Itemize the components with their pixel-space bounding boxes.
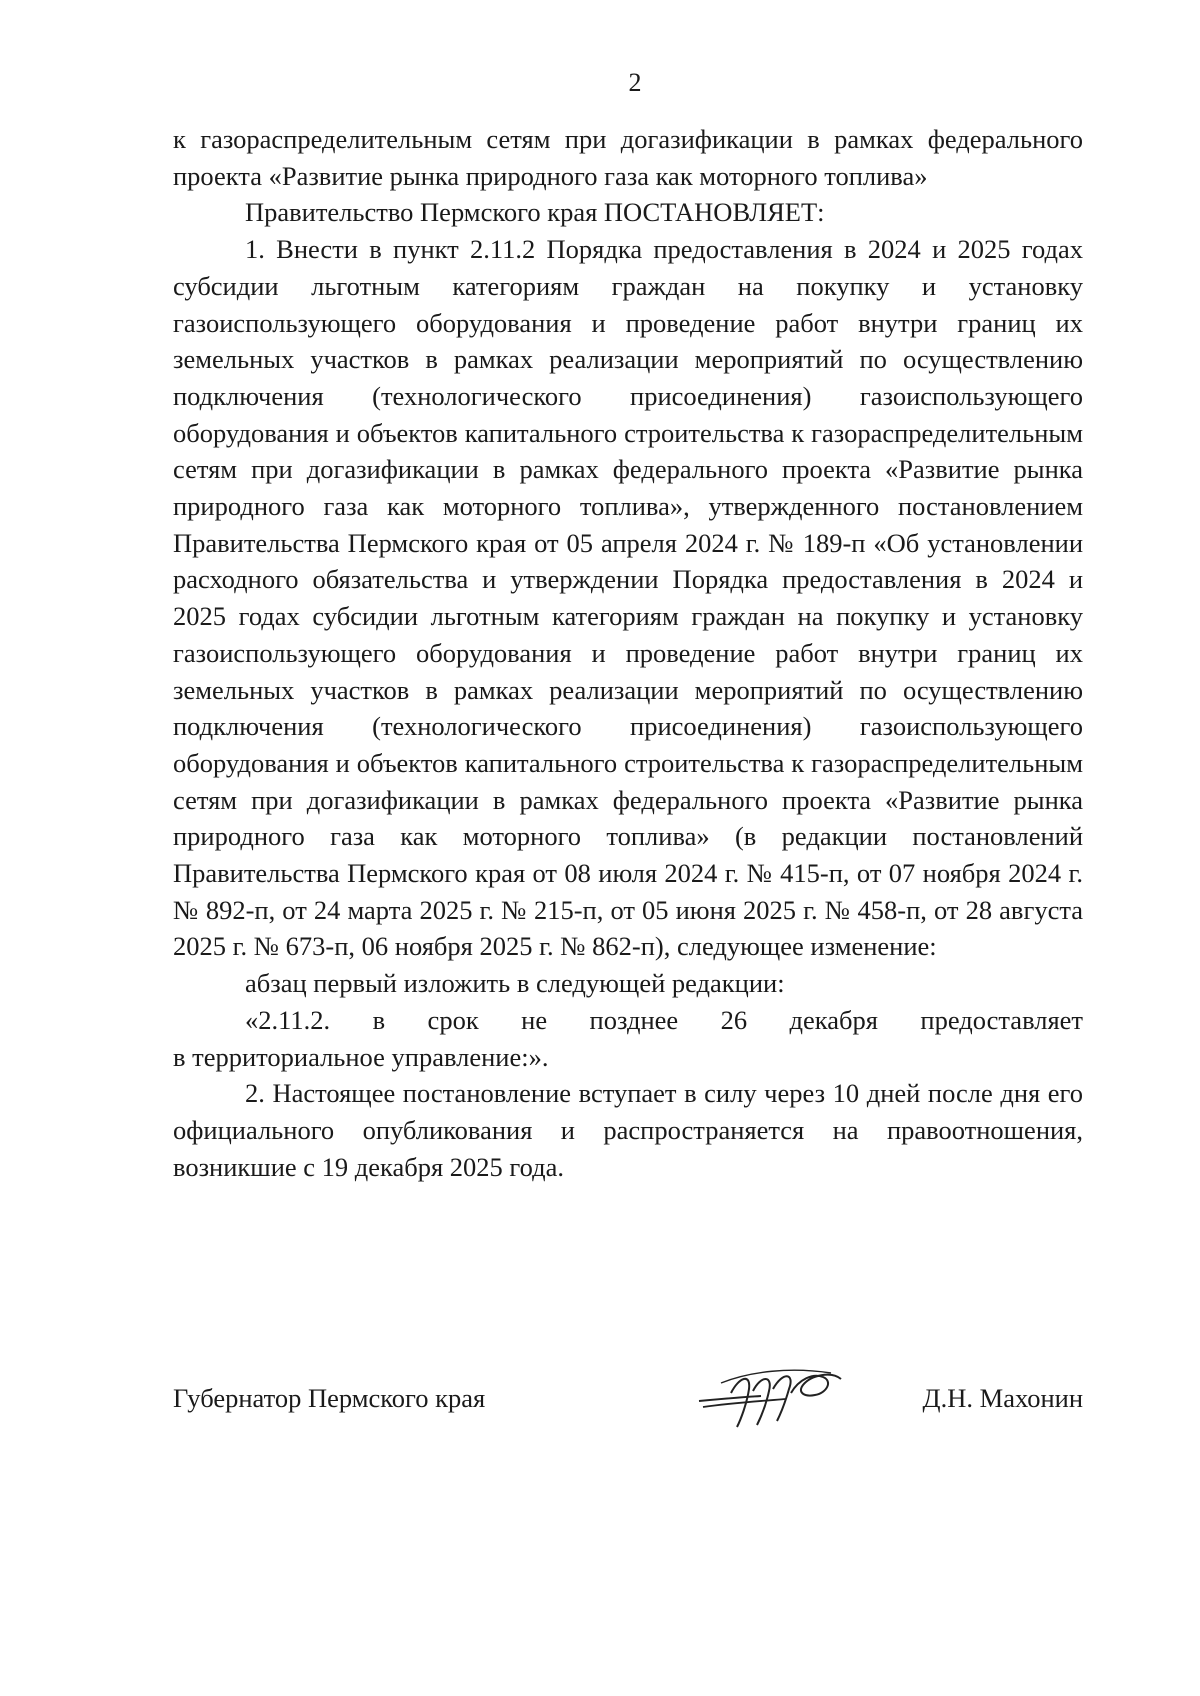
amendment-paragraph: абзац первый изложить в следующей редакции: — [245, 968, 785, 999]
signatory-position: Губернатор Пермского края — [173, 1383, 486, 1413]
document-body — [173, 121, 1083, 1185]
handwritten-signature — [691, 1363, 851, 1433]
signature-block — [173, 1383, 1083, 1443]
quote-line-2: в территориальное управление:». — [173, 1041, 549, 1072]
item-1-paragraph: 1. Внести в пункт 2.11.2 Порядка предоставления в 2024 и 2025 годах субсидии льготным категориям граждан на покупку и установку газоиспользующего оборудования и проведение работ внутри границ их земельных участков в рамках реализации мероприятий по осуществлению подключения (технологического присоединения) газоиспользующего оборудования и объектов капитального строительства к газораспределительным сетям при догазификации в рамках федерального проекта «Развитие рынка природного газа как моторного топлива», утвержденного постановлением Правительства Пермского края от 05 апреля 2024 г. № 189-п «Об установлении расходного обязательства и утверждении Порядка предоставления в 2024 и 2025 годах субсидии льготным категориям граждан на покупку и установку газоиспользующего оборудования и проведение работ внутри границ их земельных участков в рамках реализации мероприятий по осуществлению подключения (технологического присоединения) газоиспользующего оборудования и объектов капитального строительства к газораспределительным сетям при догазификации в рамках федерального проекта «Развитие рынка природного газа как моторного топлива» (в редакции постановлений Правительства Пермского края от 08 июля 2024 г. № 415-п, от 07 ноября 2024 г. № 892-п, от 24 марта 2025 г. № 215-п, от 05 июня 2025 г. № 458-п, от 28 августа 2025 г. № 673-п, 06 ноября 2025 г. № 862-п), следующее изменение: — [173, 234, 1083, 962]
signatory-name: Д.Н. Махонин — [922, 1383, 1083, 1413]
quote-line-1: «2.11.2. в срок не позднее 26 декабря предоставляет — [245, 1004, 1083, 1035]
page-number: 2 — [628, 68, 642, 97]
decree-paragraph: Правительство Пермского края ПОСТАНОВЛЯЕТ: — [245, 197, 825, 228]
intro-paragraph: к газораспределительным сетям при догазификации в рамках федерального проекта «Развитие рынка природного газа как моторного топлива» — [173, 124, 1083, 191]
item-2-paragraph: 2. Настоящее постановление вступает в силу через 10 дней после дня его официального опубликования и распространяется на правоотношения, возникшие с 19 декабря 2025 года. — [173, 1078, 1083, 1182]
